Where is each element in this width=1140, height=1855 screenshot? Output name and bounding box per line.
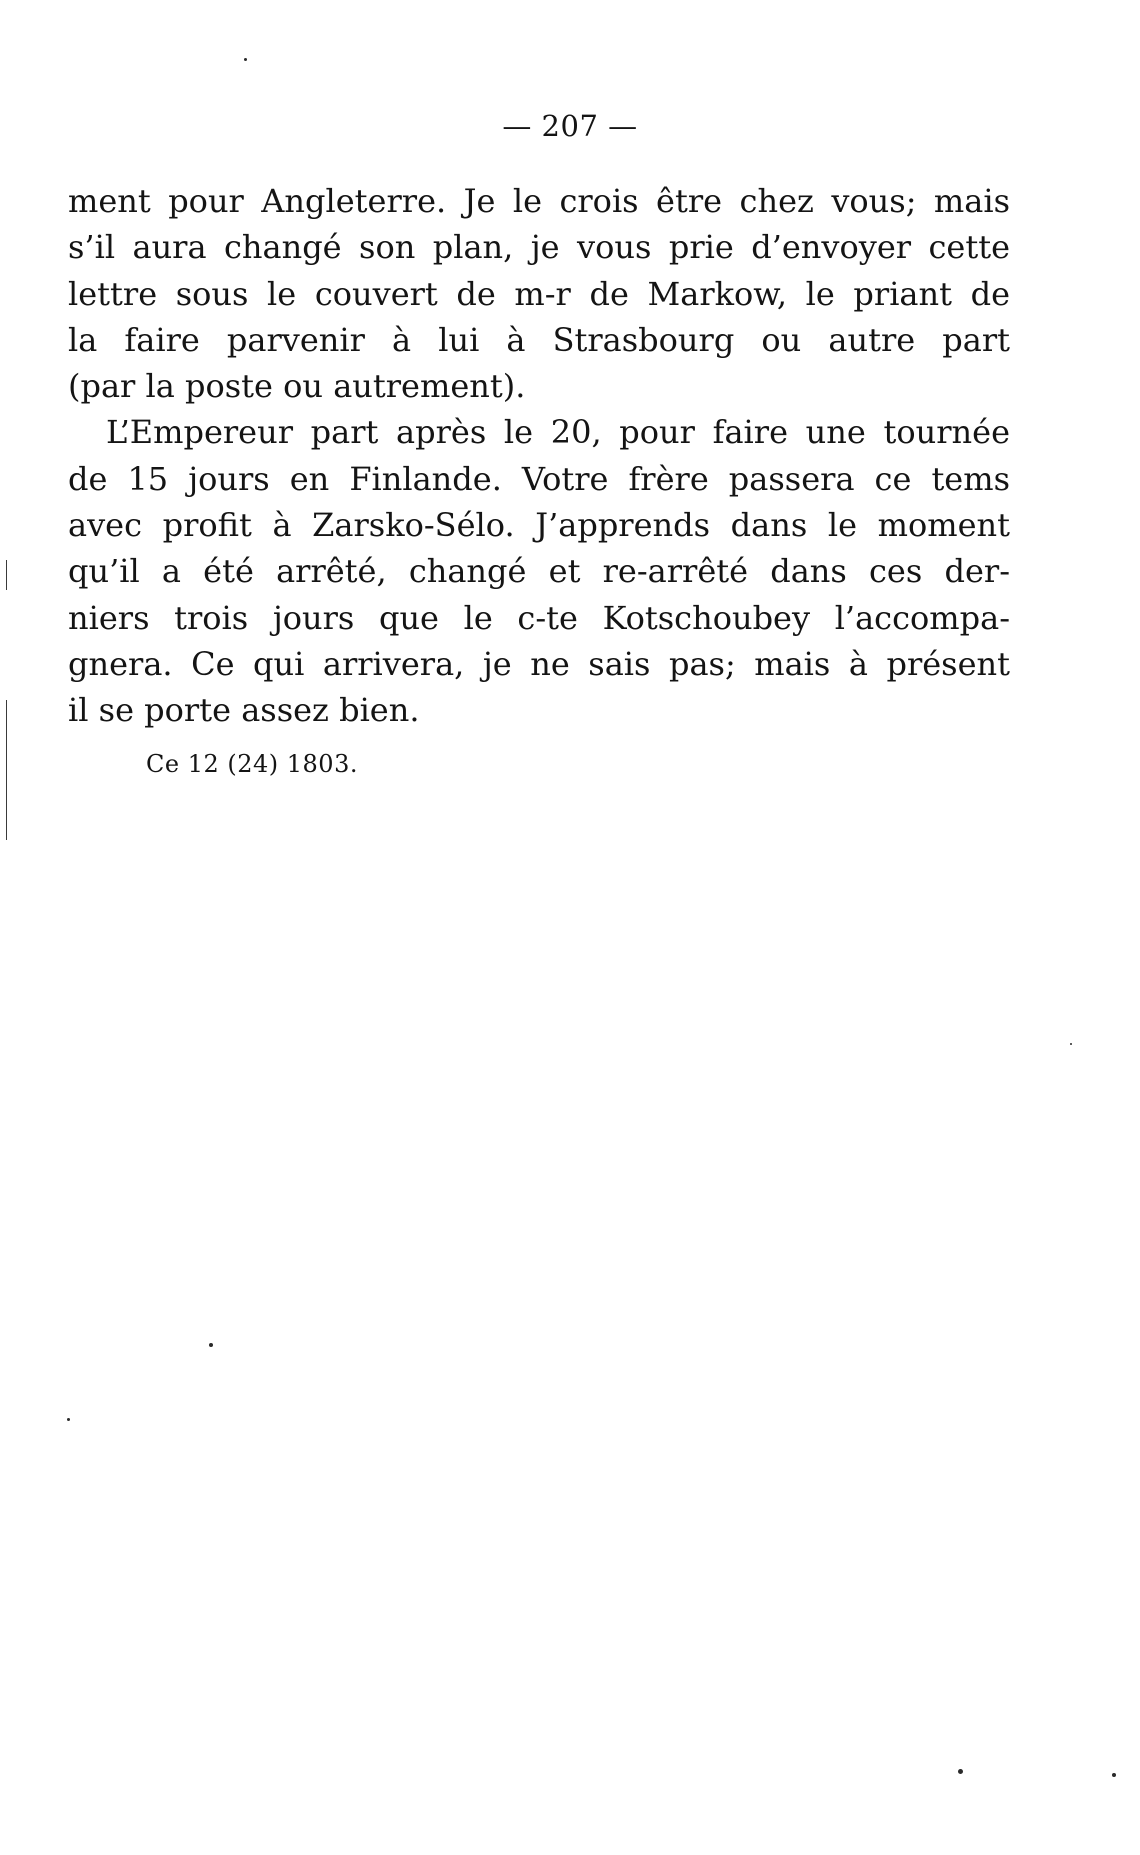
text-line: gnera. Ce qui arrivera, je ne sais pas; mais à présent — [68, 644, 1010, 683]
text-line: qu’il a été arrêté, changé et re-arrêté dans ces der- — [68, 552, 1010, 591]
scan-speck — [1070, 1043, 1072, 1045]
text-line: L’Empereur part après le 20, pour faire une tournée — [106, 413, 1010, 452]
page-number: — 207 — — [502, 109, 638, 143]
scan-edge-mark — [6, 700, 7, 840]
scan-speck — [244, 58, 247, 61]
text-line: de 15 jours en Finlande. Votre frère passera ce tems — [68, 459, 1010, 498]
text-line: niers trois jours que le c-te Kotschoubey l’accompa- — [68, 598, 1010, 637]
text-line: avec profit à Zarsko-Sélo. J’apprends dans le moment — [68, 506, 1010, 545]
text-line: (par la poste ou autrement). — [68, 367, 526, 406]
text-line: ment pour Angleterre. Je le crois être chez vous; mais — [68, 182, 1010, 220]
scan-speck — [67, 1418, 70, 1421]
text-line: la faire parvenir à lui à Strasbourg ou autre part — [68, 320, 1010, 359]
scan-speck — [1112, 1773, 1116, 1777]
text-line: s’il aura changé son plan, je vous prie d’envoyer cette — [68, 228, 1010, 267]
text-line: il se porte assez bien. — [68, 691, 420, 730]
text-line: lettre sous le couvert de m-r de Markow, le priant de — [68, 274, 1010, 313]
letter-dateline: Ce 12 (24) 1803. — [146, 750, 358, 778]
scan-speck — [958, 1769, 963, 1774]
letter-body — [68, 178, 1010, 734]
scan-speck — [209, 1343, 213, 1347]
scan-edge-mark — [6, 560, 7, 590]
